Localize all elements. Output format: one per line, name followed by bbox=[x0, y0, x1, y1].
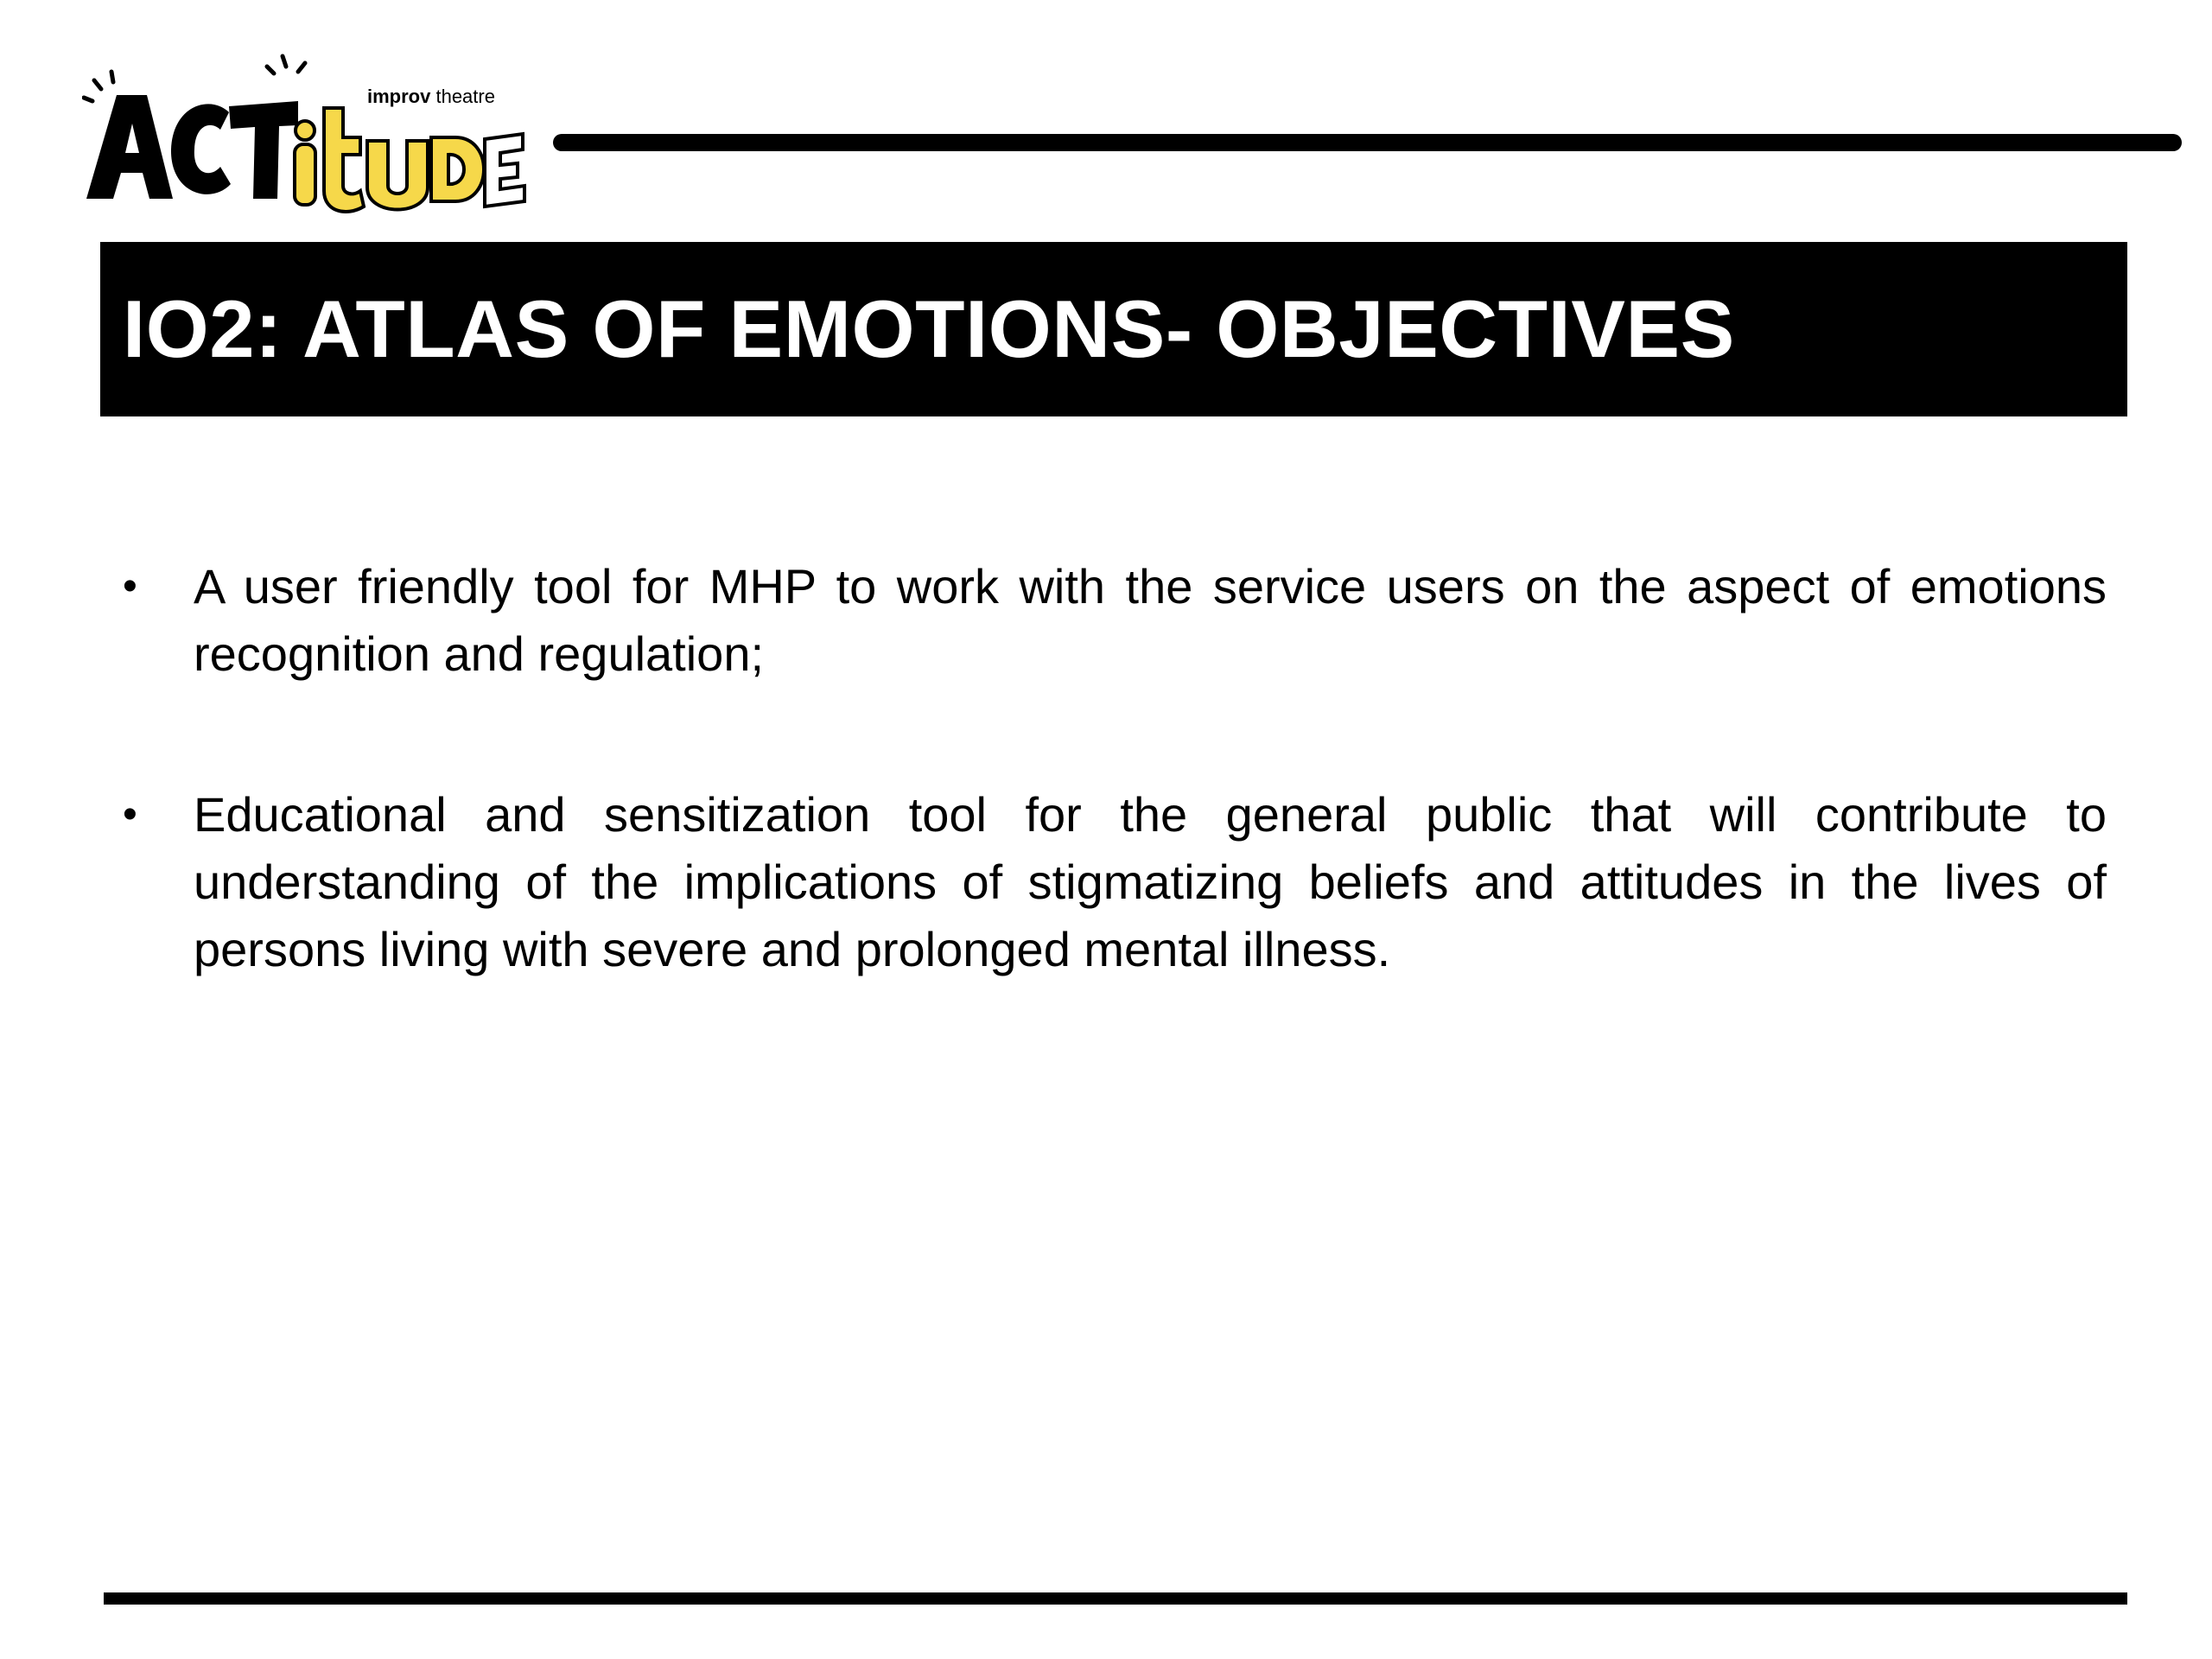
logo-tagline: improv theatre bbox=[367, 86, 495, 107]
list-item bbox=[119, 781, 2107, 983]
footer-rule bbox=[104, 1592, 2127, 1605]
bullet-text: Educational and sensitization tool for the general public that will contribute to understanding of the implications of stigmatizing beliefs and attitudes in the lives of persons living with severe and prolonged mental illness. bbox=[194, 787, 2107, 976]
actitude-logo bbox=[82, 48, 531, 220]
objectives-list bbox=[119, 553, 2107, 1077]
title-banner bbox=[100, 242, 2127, 416]
bullet-icon: • bbox=[123, 563, 137, 609]
bullet-icon: • bbox=[123, 791, 137, 837]
header-rule bbox=[553, 134, 2182, 151]
bullet-text: A user friendly tool for MHP to work with the service users on the aspect of emotions recognition and regulation; bbox=[194, 559, 2107, 681]
list-item bbox=[119, 553, 2107, 688]
slide-title: IO2: ATLAS OF EMOTIONS- OBJECTIVES bbox=[123, 283, 1735, 374]
